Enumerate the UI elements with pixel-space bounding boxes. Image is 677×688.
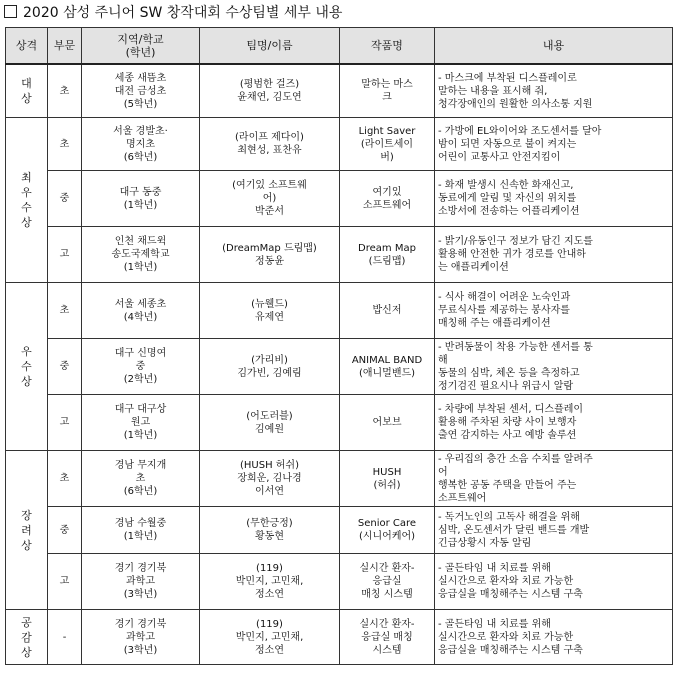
team-cell: (무한긍정) 황동현 — [200, 507, 340, 554]
work-cell: 실시간 환자- 응급실 매칭 시스템 — [340, 554, 435, 610]
content-cell: - 반려동물이 착용 가능한 센서를 통 해 동물의 심박, 체온 등을 측정하고 정기검진 필요시나 위급시 알람 — [435, 339, 673, 395]
table-row — [6, 64, 673, 118]
header-region: 지역/학교 (학년) — [82, 28, 200, 65]
table-row — [6, 554, 673, 610]
division-cell: 고 — [48, 227, 82, 283]
table-row — [6, 610, 673, 665]
header-team: 팀명/이름 — [200, 28, 340, 65]
award-cell: 공감상 — [6, 610, 48, 665]
table-header-row — [6, 28, 673, 65]
document-title — [4, 3, 342, 23]
team-cell: (119) 박민지, 고민채, 정소연 — [200, 610, 340, 665]
table-row — [6, 118, 673, 171]
division-cell: 중 — [48, 507, 82, 554]
region-cell: 대구 대구상 원고 (1학년) — [82, 395, 200, 451]
content-cell: - 우리집의 층간 소음 수치를 알려주 어 행복한 공동 주택을 만들어 주는 소프트웨어 — [435, 451, 673, 507]
division-cell: 초 — [48, 64, 82, 118]
content-cell: - 골든타임 내 치료를 위해 실시간으로 환자와 치료 가능한 응급실을 매칭해주는 시스템 구축 — [435, 554, 673, 610]
division-cell: 고 — [48, 395, 82, 451]
table-row — [6, 395, 673, 451]
table-row — [6, 171, 673, 227]
region-cell: 경기 경기북 과학고 (3학년) — [82, 554, 200, 610]
team-cell: (HUSH 허쉬) 장희운, 김나경 이서연 — [200, 451, 340, 507]
content-cell: - 독거노인의 고독사 해결을 위해 심박, 온도센서가 달린 밴드를 개발 긴급상황시 자동 알림 — [435, 507, 673, 554]
region-cell: 경남 무지개 초 (6학년) — [82, 451, 200, 507]
table-row — [6, 507, 673, 554]
division-cell: - — [48, 610, 82, 665]
work-cell: 밥신저 — [340, 283, 435, 339]
team-cell: (여기있 소프트웨 어) 박준서 — [200, 171, 340, 227]
award-cell: 최우수상 — [6, 118, 48, 283]
team-cell: (어도러블) 김예원 — [200, 395, 340, 451]
region-cell: 대구 신명여 중 (2학년) — [82, 339, 200, 395]
division-cell: 초 — [48, 451, 82, 507]
header-award: 상격 — [6, 28, 48, 65]
content-cell: - 골든타임 내 치료를 위해 실시간으로 환자와 치료 가능한 응급실을 매칭해주는 시스템 구축 — [435, 610, 673, 665]
team-cell: (가리비) 김가빈, 김예림 — [200, 339, 340, 395]
content-cell: - 가방에 EL와이어와 조도센서를 달아 밤이 되면 자동으로 불이 켜지는 어린이 교통사고 안전지킴이 — [435, 118, 673, 171]
award-cell: 장려상 — [6, 451, 48, 610]
work-cell: HUSH (허쉬) — [340, 451, 435, 507]
division-cell: 고 — [48, 554, 82, 610]
awards-table — [5, 27, 673, 665]
work-cell: ANIMAL BAND (애니멀밴드) — [340, 339, 435, 395]
team-cell: (DreamMap 드림맵) 정동윤 — [200, 227, 340, 283]
header-work: 작품명 — [340, 28, 435, 65]
region-cell: 경기 경기북 과학고 (3학년) — [82, 610, 200, 665]
table-row — [6, 339, 673, 395]
table-row — [6, 451, 673, 507]
award-cell: 대상 — [6, 64, 48, 118]
title-text: 2020 삼성 주니어 SW 창작대회 수상팀별 세부 내용 — [23, 5, 343, 21]
region-cell: 경남 수월중 (1학년) — [82, 507, 200, 554]
work-cell: 말하는 마스 크 — [340, 64, 435, 118]
division-cell: 중 — [48, 339, 82, 395]
work-cell: Dream Map (드림맵) — [340, 227, 435, 283]
division-cell: 초 — [48, 283, 82, 339]
work-cell: 실시간 환자- 응급실 매칭 시스템 — [340, 610, 435, 665]
work-cell: Light Saver (라이트세이 버) — [340, 118, 435, 171]
team-cell: (평범한 걸즈) 윤채연, 김도연 — [200, 64, 340, 118]
table-row — [6, 283, 673, 339]
content-cell: - 밝기/유동인구 정보가 담긴 지도를 활용해 안전한 귀가 경로를 안내하 는 애플리케이션 — [435, 227, 673, 283]
team-cell: (119) 박민지, 고민채, 정소연 — [200, 554, 340, 610]
work-cell: Senior Care (시니어케어) — [340, 507, 435, 554]
table-row — [6, 227, 673, 283]
division-cell: 초 — [48, 118, 82, 171]
region-cell: 대구 동중 (1학년) — [82, 171, 200, 227]
award-cell: 우수상 — [6, 283, 48, 451]
content-cell: - 차량에 부착된 센서, 디스플레이 활용해 주차된 차량 사이 보행자 출연 감지하는 사고 예방 솔루션 — [435, 395, 673, 451]
division-cell: 중 — [48, 171, 82, 227]
header-content: 내용 — [435, 28, 673, 65]
region-cell: 서울 세종초 (4학년) — [82, 283, 200, 339]
region-cell: 인천 채드윅 송도국제학교 (1학년) — [82, 227, 200, 283]
content-cell: - 화재 발생시 신속한 화재신고, 동료에게 알림 및 자신의 위치를 소방서에 전송하는 어플리케이션 — [435, 171, 673, 227]
content-cell: - 식사 해결이 어려운 노숙인과 무료식사를 제공하는 봉사자를 매칭해 주는 애플리케이션 — [435, 283, 673, 339]
region-cell: 세종 새뜸초 대전 금성초 (5학년) — [82, 64, 200, 118]
team-cell: (뉴웰드) 유제연 — [200, 283, 340, 339]
work-cell: 어보브 — [340, 395, 435, 451]
checkbox-square-icon — [4, 5, 17, 18]
region-cell: 서울 경발초· 명지초 (6학년) — [82, 118, 200, 171]
team-cell: (라이프 제다이) 최현성, 표찬유 — [200, 118, 340, 171]
work-cell: 여기있 소프트웨어 — [340, 171, 435, 227]
header-division: 부문 — [48, 28, 82, 65]
content-cell: - 마스크에 부착된 디스플레이로 말하는 내용을 표시해 줘, 청각장애인의 원활한 의사소통 지원 — [435, 64, 673, 118]
